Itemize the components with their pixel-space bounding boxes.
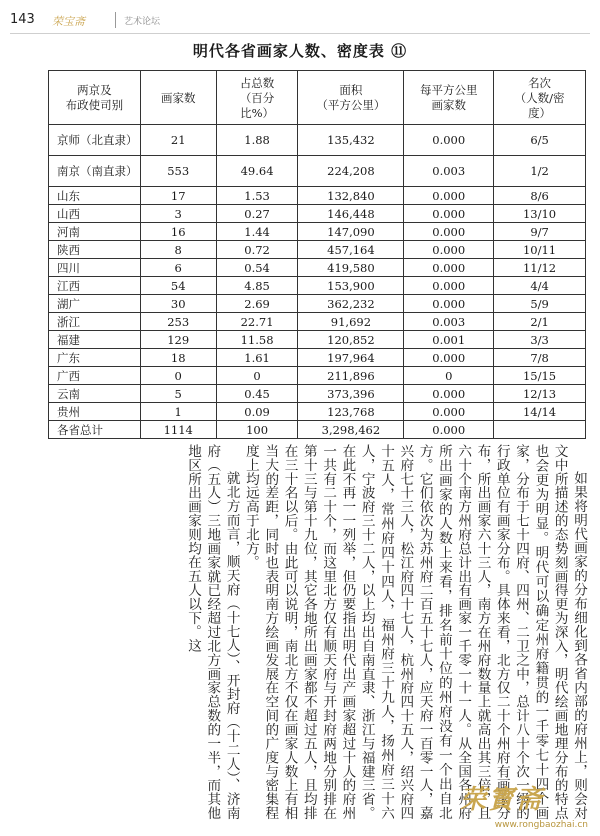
cell-name: 浙江 bbox=[49, 313, 141, 331]
column-header: 画家数 bbox=[140, 71, 216, 125]
cell-name: 陕西 bbox=[49, 241, 141, 259]
watermark-logo: 荣寳斋 bbox=[459, 785, 544, 815]
cell-density: 0.001 bbox=[404, 331, 494, 349]
cell-rank: 14/14 bbox=[494, 403, 586, 421]
cell-count: 30 bbox=[140, 295, 216, 313]
header-separator bbox=[115, 12, 116, 28]
cell-count: 553 bbox=[140, 156, 216, 187]
footer-url: www.rongbaozhai.cn bbox=[494, 820, 588, 830]
table-row bbox=[49, 367, 586, 385]
table-row bbox=[49, 295, 586, 313]
cell-rank: 13/10 bbox=[494, 205, 586, 223]
cell-name: 云南 bbox=[49, 385, 141, 403]
cell-name: 河南 bbox=[49, 223, 141, 241]
cell-count: 18 bbox=[140, 349, 216, 367]
cell-area: 120,852 bbox=[298, 331, 404, 349]
section-name: 艺术论坛 bbox=[124, 17, 161, 27]
cell-pct: 22.71 bbox=[216, 313, 298, 331]
cell-pct: 1.53 bbox=[216, 187, 298, 205]
cell-density: 0.000 bbox=[404, 385, 494, 403]
cell-count: 6 bbox=[140, 259, 216, 277]
cell-count: 0 bbox=[140, 367, 216, 385]
cell-count: 16 bbox=[140, 223, 216, 241]
cell-density: 0 bbox=[404, 367, 494, 385]
table-title: 明代各省画家人数、密度表 ⑪ bbox=[192, 42, 408, 60]
cell-density: 0.000 bbox=[404, 349, 494, 367]
body-paragraph: 就北方而言，顺天府（十七人）、开封府（十二人）、济南府（五人）三地画家就已经超过北方画家总数的一半，而其他地区所出画家则均在五人以下。这 bbox=[185, 444, 240, 820]
cell-pct: 11.58 bbox=[216, 331, 298, 349]
painter-density-table bbox=[48, 70, 586, 439]
table-row bbox=[49, 205, 586, 223]
cell-pct: 4.85 bbox=[216, 277, 298, 295]
table-header-row bbox=[49, 71, 586, 125]
cell-rank: 8/6 bbox=[494, 187, 586, 205]
cell-count: 3 bbox=[140, 205, 216, 223]
cell-rank: 9/7 bbox=[494, 223, 586, 241]
cell-density: 0.003 bbox=[404, 156, 494, 187]
table-row bbox=[49, 241, 586, 259]
table-row bbox=[49, 187, 586, 205]
cell-name: 山西 bbox=[49, 205, 141, 223]
table-row bbox=[49, 125, 586, 156]
cell-area: 224,208 bbox=[298, 156, 404, 187]
cell-count: 17 bbox=[140, 187, 216, 205]
cell-pct: 2.69 bbox=[216, 295, 298, 313]
column-header: 每平方公里 画家数 bbox=[404, 71, 494, 125]
cell-name: 福建 bbox=[49, 331, 141, 349]
cell-density: 0.000 bbox=[404, 187, 494, 205]
cell-rank: 1/2 bbox=[494, 156, 586, 187]
column-header: 占总数 （百分 比%） bbox=[216, 71, 298, 125]
cell-density: 0.000 bbox=[404, 259, 494, 277]
table-row bbox=[49, 156, 586, 187]
cell-count: 253 bbox=[140, 313, 216, 331]
cell-rank: 6/5 bbox=[494, 125, 586, 156]
cell-density: 0.000 bbox=[404, 403, 494, 421]
cell-area: 373,396 bbox=[298, 385, 404, 403]
cell-pct: 0 bbox=[216, 367, 298, 385]
cell-area: 419,580 bbox=[298, 259, 404, 277]
cell-area: 123,768 bbox=[298, 403, 404, 421]
header-rule bbox=[10, 33, 590, 34]
cell-count: 8 bbox=[140, 241, 216, 259]
cell-pct: 49.64 bbox=[216, 156, 298, 187]
table-row bbox=[49, 403, 586, 421]
cell-density: 0.000 bbox=[404, 421, 494, 439]
cell-count: 5 bbox=[140, 385, 216, 403]
cell-density: 0.000 bbox=[404, 205, 494, 223]
cell-name: 贵州 bbox=[49, 403, 141, 421]
cell-pct: 0.72 bbox=[216, 241, 298, 259]
cell-rank: 10/11 bbox=[494, 241, 586, 259]
cell-rank: 4/4 bbox=[494, 277, 586, 295]
table-row bbox=[49, 259, 586, 277]
cell-area: 457,164 bbox=[298, 241, 404, 259]
cell-pct: 0.54 bbox=[216, 259, 298, 277]
cell-name: 南京（南直隶） bbox=[49, 156, 141, 187]
cell-name: 各省总计 bbox=[49, 421, 141, 439]
total-row bbox=[49, 421, 586, 439]
cell-pct: 100 bbox=[216, 421, 298, 439]
cell-name: 湖广 bbox=[49, 295, 141, 313]
cell-area: 147,090 bbox=[298, 223, 404, 241]
cell-density: 0.000 bbox=[404, 295, 494, 313]
cell-density: 0.000 bbox=[404, 277, 494, 295]
body-text bbox=[83, 444, 588, 820]
cell-area: 146,448 bbox=[298, 205, 404, 223]
cell-pct: 0.09 bbox=[216, 403, 298, 421]
cell-name: 京师（北直隶） bbox=[49, 125, 141, 156]
table-row bbox=[49, 349, 586, 367]
cell-count: 129 bbox=[140, 331, 216, 349]
table-row bbox=[49, 313, 586, 331]
cell-name: 江西 bbox=[49, 277, 141, 295]
cell-density: 0.003 bbox=[404, 313, 494, 331]
table-body bbox=[49, 125, 586, 439]
running-header bbox=[10, 12, 590, 30]
journal-brand: 荣宝斋 bbox=[52, 15, 85, 28]
column-header: 名次 （人数/密 度） bbox=[494, 71, 586, 125]
cell-rank: 2/1 bbox=[494, 313, 586, 331]
cell-area: 91,692 bbox=[298, 313, 404, 331]
cell-rank: 11/12 bbox=[494, 259, 586, 277]
cell-count: 1 bbox=[140, 403, 216, 421]
table-row bbox=[49, 331, 586, 349]
column-header: 面积 （平方公里） bbox=[298, 71, 404, 125]
cell-rank: 12/13 bbox=[494, 385, 586, 403]
cell-rank: 15/15 bbox=[494, 367, 586, 385]
cell-name: 广东 bbox=[49, 349, 141, 367]
cell-name: 山东 bbox=[49, 187, 141, 205]
cell-pct: 0.27 bbox=[216, 205, 298, 223]
cell-area: 211,896 bbox=[298, 367, 404, 385]
cell-count: 54 bbox=[140, 277, 216, 295]
cell-count: 1114 bbox=[140, 421, 216, 439]
cell-area: 132,840 bbox=[298, 187, 404, 205]
cell-density: 0.000 bbox=[404, 125, 494, 156]
cell-density: 0.000 bbox=[404, 223, 494, 241]
cell-area: 135,432 bbox=[298, 125, 404, 156]
cell-name: 四川 bbox=[49, 259, 141, 277]
cell-pct: 1.88 bbox=[216, 125, 298, 156]
cell-density: 0.000 bbox=[404, 241, 494, 259]
cell-area: 153,900 bbox=[298, 277, 404, 295]
cell-area: 3,298,462 bbox=[298, 421, 404, 439]
cell-rank: 5/9 bbox=[494, 295, 586, 313]
cell-pct: 0.45 bbox=[216, 385, 298, 403]
cell-rank bbox=[494, 421, 586, 439]
cell-pct: 1.44 bbox=[216, 223, 298, 241]
cell-rank: 3/3 bbox=[494, 331, 586, 349]
cell-count: 21 bbox=[140, 125, 216, 156]
table-row bbox=[49, 385, 586, 403]
body-paragraph: 如果将明代画家的分布细化到各省内部的府州上，则会对文中所描述的态势刻画得更为深入，明代绘画地理分布的特点也会更为明显。明代可以确定州府籍贯的一千零七十四个画家，分布于七十四府、四州、二卫之中，总计八十个次一级的行政单位有画家分布。具体来看，北方仅二十个州府有画家分布，所出画家六十三人，南方在州府数量上就高出其三倍，且六十个南方州府总计出有画家一千零一十一人。从全国各州府所出画家的人数上来看，排名前十位的州府没有一个出自北方。它们依次为苏州府二百五十七人，应天府一百零一人，嘉兴府七十三人，松江府四十七人，杭州府四十五人，绍兴府四十五人，常州府四十四人，福州府三十九人，扬州府三十六人，宁波府三十二人，以上均出自南直隶、浙江与福建三省。在此不再一一列举，但仍要指出明代出产画家超过十人的府州一共有二十个，而这里北方仅有顺天府与开封府两地分别排在第十三与第十九位，其它各地所出画家都不超过五人，且均排在三十名以后。由此可以说明，南北方不仅在画家人数上有相当大的差距，同时也表明南方绘画发展在空间的广度与密集程度上均远高于北方。 bbox=[242, 444, 587, 820]
cell-area: 362,232 bbox=[298, 295, 404, 313]
cell-pct: 1.61 bbox=[216, 349, 298, 367]
column-header: 两京及 布政使司别 bbox=[49, 71, 141, 125]
cell-rank: 7/8 bbox=[494, 349, 586, 367]
cell-area: 197,964 bbox=[298, 349, 404, 367]
table-row bbox=[49, 223, 586, 241]
cell-name: 广西 bbox=[49, 367, 141, 385]
page-number: 143 bbox=[10, 12, 35, 27]
table-row bbox=[49, 277, 586, 295]
